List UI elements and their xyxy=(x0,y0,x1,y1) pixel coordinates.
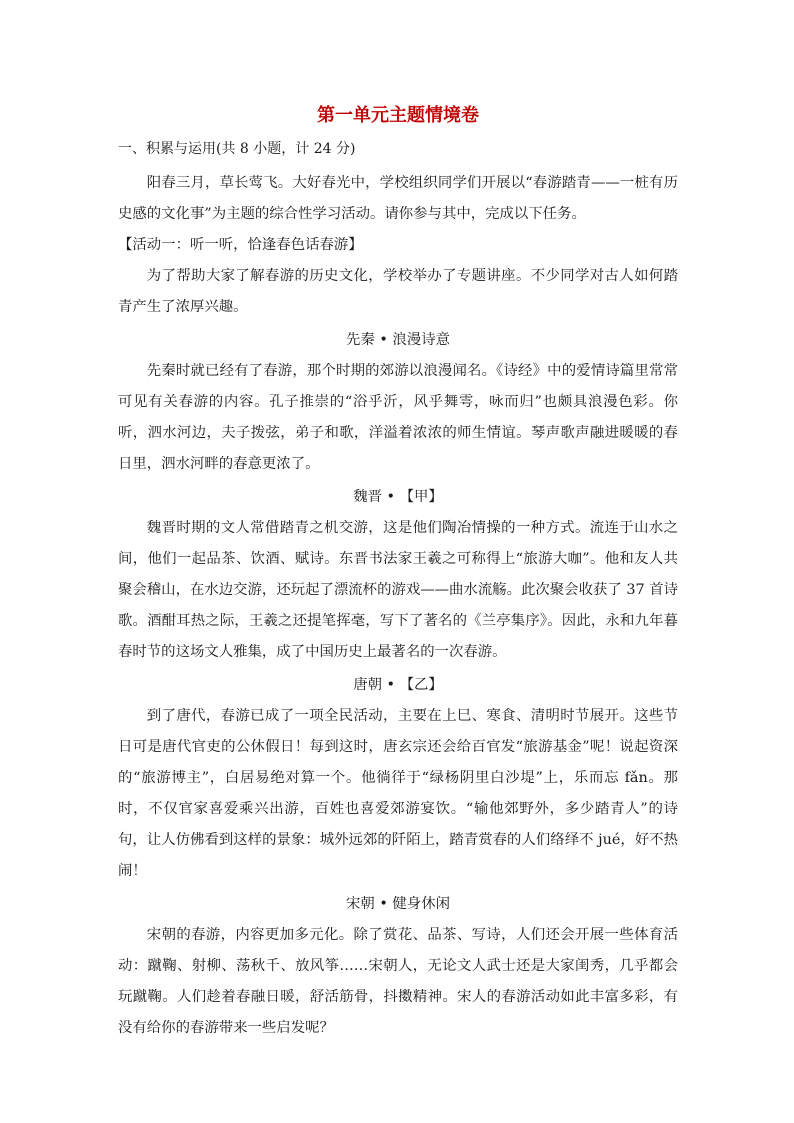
intro-paragraph: 阳春三月，草长莺飞。大好春光中，学校组织同学们开展以“春游踏青——一桩有历史感的文化事”为主题的综合性学习活动。请你参与其中，完成以下任务。 xyxy=(118,175,678,222)
section-heading-xianqin: 先秦 • 浪漫诗意 xyxy=(346,332,450,348)
activity-intro-paragraph: 为了帮助大家了解春游的历史文化，学校举办了专题讲座。不少同学对古人如何踏青产生了浓厚兴趣。 xyxy=(118,268,678,315)
section-body-weijin: 魏晋时期的文人常借踏青之机交游，这是他们陶冶情操的一种方式。流连于山水之间，他们一起品茶、饮酒、赋诗。东晋书法家王羲之可称得上“旅游大咖”。他和友人共聚会稽山，在水边交游，还玩起了漂流杯的游戏——曲水流觞。此次聚会收获了 37 首诗歌。酒酣耳热之际，王羲之还提笔挥毫，写下了著名的《兰亭集序》。因此，永和九年暮春时节的这场文人雅集，成了中国历史上最著名的一次春游。 xyxy=(118,520,678,660)
section-heading-tang: 唐朝 • 【乙】 xyxy=(353,677,443,693)
document-page xyxy=(118,100,678,1044)
section-body-tang: 到了唐代，春游已成了一项全民活动，主要在上巳、寒食、清明时节展开。这些节日可是唐代官吏的公休假日！每到这时，唐玄宗还会给百官发“旅游基金”呢！说起资深的“旅游博主”，白居易绝对算一个。他徜徉于“绿杨阴里白沙堤”上，乐而忘 fǎn。那时，不仅官家喜爱乘兴出游，百姓也喜爱郊游宴饮。“输他郊野外，多少踏青人”的诗句，让人仿佛看到这样的景象：城外远郊的阡陌上，踏青赏春的人们络绎不 jué，好不热闹！ xyxy=(118,708,678,879)
section-heading-song: 宋朝 • 健身休闲 xyxy=(346,896,450,912)
section-body-song: 宋朝的春游，内容更加多元化。除了赏花、品茶、写诗，人们还会开展一些体育活动：蹴鞠、射柳、荡秋千、放风筝……宋朝人，无论文人武士还是大家闺秀，几乎都会玩蹴鞠。人们趁着春融日暖，舒活筋骨，抖擞精神。宋人的春游活动如此丰富多彩，有没有给你的春游带来一些启发呢？ xyxy=(118,927,678,1036)
activity-one-heading: 【活动一：听一听，恰逢春色话春游】 xyxy=(118,237,363,253)
section-heading-weijin: 魏晋 • 【甲】 xyxy=(353,489,443,505)
document-title: 第一单元主题情境卷 xyxy=(317,105,479,126)
section-heading: 一、积累与运用(共 8 小题，计 24 分) xyxy=(118,141,356,157)
section-body-xianqin: 先秦时就已经有了春游，那个时期的郊游以浪漫闻名。《诗经》中的爱情诗篇里常常可见有关春游的内容。孔子推崇的“浴乎沂，风乎舞雩，咏而归”也颇具浪漫色彩。你听，泗水河边，夫子拨弦，弟子和歌，洋溢着浓浓的师生情谊。琴声歌声融进暖暖的春日里，泗水河畔的春意更浓了。 xyxy=(118,363,678,472)
